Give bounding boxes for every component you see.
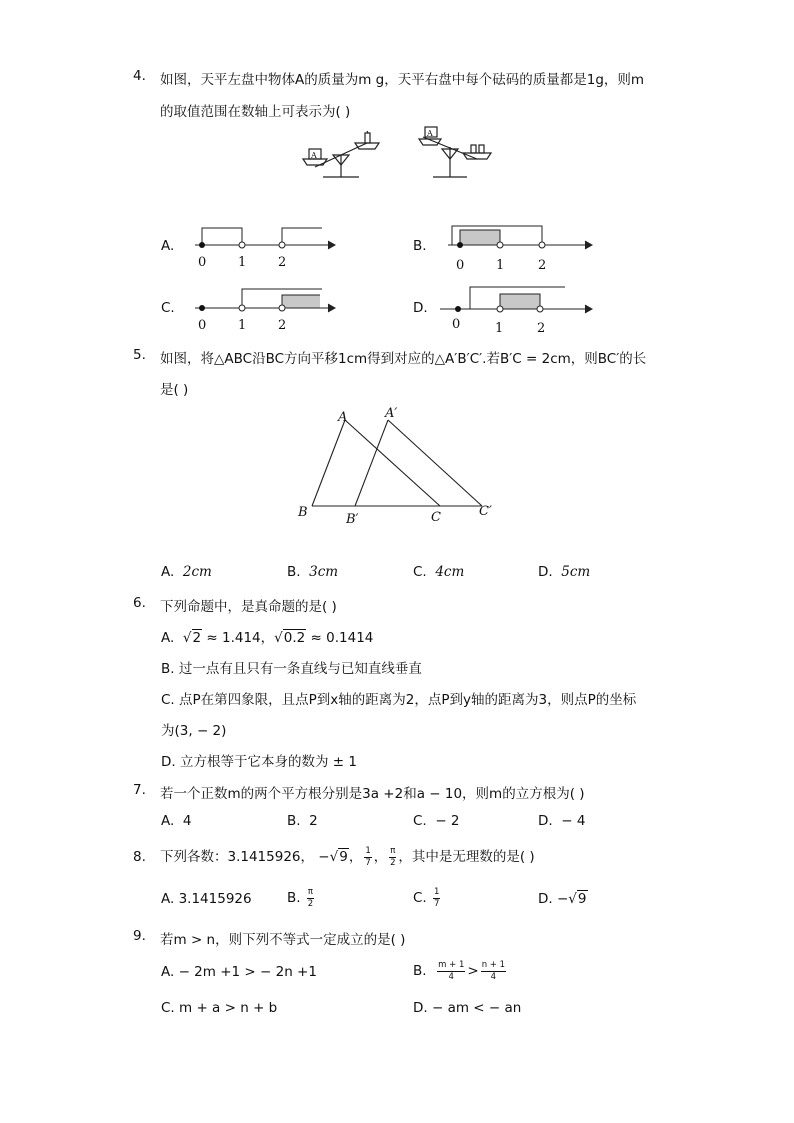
- vertex-c-prime: C′: [479, 504, 492, 519]
- q9-option-c[interactable]: C. m + a > n + b: [161, 1000, 278, 1016]
- vertex-a: A: [338, 410, 348, 425]
- option-label: B.: [287, 890, 301, 906]
- tick-0: 0: [452, 317, 461, 332]
- q5-option-b[interactable]: [287, 564, 338, 580]
- tick-1: 1: [495, 321, 504, 336]
- tick-0: 0: [456, 258, 465, 272]
- option-value: 2cm: [182, 564, 212, 580]
- q4-option-b-numberline[interactable]: [440, 222, 600, 272]
- q4-option-d-label[interactable]: D.: [413, 300, 428, 316]
- option-label: A.: [161, 813, 175, 829]
- q9-stem: 若m > n，则下列不等式一定成立的是( ): [160, 932, 406, 948]
- q4-option-d-numberline[interactable]: [440, 282, 600, 336]
- stem-text: 下列各数：3.1415926， −: [160, 849, 330, 865]
- q9-option-b[interactable]: [413, 959, 508, 983]
- fraction-m-plus-1-over-4: $\frac{m + 1}{4}$: [438, 960, 465, 982]
- tick-2: 2: [538, 258, 547, 272]
- scale-left-a-label: A: [311, 151, 317, 160]
- option-label: B.: [287, 564, 301, 580]
- option-value: 3cm: [309, 564, 339, 580]
- scale-right-a-label: A: [427, 129, 433, 138]
- option-value: 5cm: [561, 564, 591, 580]
- q6-option-a[interactable]: [161, 626, 373, 646]
- q4-option-b-label[interactable]: B.: [413, 238, 427, 254]
- option-value: − 2: [435, 813, 460, 829]
- option-label: A.: [161, 630, 175, 646]
- stem-text-end: ，其中是无理数的是( ): [398, 849, 535, 865]
- q9-option-a[interactable]: A. − 2m +1 > − 2n +1: [161, 964, 317, 980]
- option-label: D.: [538, 813, 553, 829]
- tick-1: 1: [496, 258, 505, 272]
- q9-number: 9.: [133, 928, 146, 944]
- q8-stem: 下列各数：3.1415926， −√9， $\frac{1}{7}$ ， $\frac{\pi}{2}$ ，其中是无理数的是( ): [160, 846, 535, 868]
- option-label: B.: [287, 813, 301, 829]
- option-value: − 4: [561, 813, 586, 829]
- q6-number: 6.: [133, 595, 146, 611]
- option-label: C.: [413, 890, 427, 906]
- q8-number: 8.: [133, 849, 146, 865]
- tick-2: 2: [537, 321, 546, 336]
- option-label: D. −: [538, 891, 569, 907]
- approx-1: ≈ 1.414，: [206, 630, 275, 646]
- approx-2: ≈ 0.1414: [310, 630, 374, 646]
- tick-2: 2: [278, 255, 287, 270]
- q8-option-b[interactable]: [287, 886, 316, 910]
- option-value: 4: [182, 813, 192, 829]
- q5-number: 5.: [133, 347, 146, 363]
- tick-1: 1: [238, 255, 247, 270]
- balance-scales-figure: [295, 125, 505, 183]
- option-label: D.: [538, 564, 553, 580]
- q7-stem: 若一个正数m的两个平方根分别是3a +2和a − 10，则m的立方根为( ): [160, 786, 585, 802]
- q4-option-a-numberline[interactable]: [190, 222, 340, 272]
- sqrt-0-2: √0.2: [274, 630, 306, 646]
- q6-stem: 下列命题中，是真命题的是( ): [160, 599, 337, 615]
- option-label: C.: [413, 564, 427, 580]
- q7-number: 7.: [133, 782, 146, 798]
- option-value: 2: [309, 813, 318, 829]
- q8-option-d[interactable]: [538, 891, 588, 907]
- tick-1: 1: [238, 318, 247, 333]
- vertex-b: B: [298, 505, 308, 520]
- q7-option-a[interactable]: [161, 813, 191, 829]
- q5-option-d[interactable]: [538, 564, 590, 580]
- q9-option-d[interactable]: D. − am < − an: [413, 1000, 522, 1016]
- tick-2: 2: [278, 318, 287, 333]
- fraction-pi-half: $\frac{\pi}{2}$: [307, 887, 314, 909]
- q7-option-b[interactable]: [287, 813, 318, 829]
- q4-number: 4.: [133, 68, 146, 84]
- q6-option-b[interactable]: B. 过一点有且只有一条直线与已知直线垂直: [161, 661, 422, 677]
- q4-option-c-numberline[interactable]: [190, 285, 340, 335]
- tick-0: 0: [198, 255, 207, 270]
- q6-option-c-line2: 为(3, − 2): [161, 723, 227, 739]
- option-label: A.: [161, 564, 175, 580]
- q4-option-c-label[interactable]: C.: [161, 300, 175, 316]
- sqrt-2: √2: [182, 630, 202, 646]
- option-label: B.: [413, 963, 427, 979]
- tick-0: 0: [198, 318, 207, 333]
- relation: >: [467, 963, 479, 979]
- q4-stem-line2: 的取值范围在数轴上可表示为( ): [160, 104, 351, 120]
- q7-option-c[interactable]: [413, 813, 460, 829]
- q5-option-c[interactable]: [413, 564, 464, 580]
- fraction-pi-half: $\frac{\pi}{2}$: [390, 846, 396, 868]
- q6-option-c-line1[interactable]: C. 点P在第四象限，且点P到x轴的距离为2，点P到y轴的距离为3，则点P的坐标: [161, 692, 637, 708]
- q5-stem-line2: 是( ): [160, 382, 189, 398]
- fraction-one-seventh: $\frac{1}{7}$: [365, 846, 371, 868]
- option-label: C.: [413, 813, 427, 829]
- option-value: 4cm: [435, 564, 465, 580]
- vertex-c: C: [431, 510, 441, 525]
- q6-option-d[interactable]: D. 立方根等于它本身的数为 ± 1: [161, 754, 357, 770]
- q4-stem-line1: 如图，天平左盘中物体A的质量为m g，天平右盘中每个砝码的质量都是1g，则m: [160, 72, 645, 88]
- q5-triangle-figure: [290, 398, 510, 533]
- sqrt-9: √9: [329, 849, 348, 865]
- q4-option-a-label[interactable]: A.: [161, 238, 175, 254]
- sqrt-9: √9: [568, 891, 587, 907]
- q8-option-c[interactable]: [413, 886, 442, 910]
- q7-option-d[interactable]: [538, 813, 585, 829]
- q8-option-a[interactable]: A. 3.1415926: [161, 891, 252, 907]
- q5-option-a[interactable]: [161, 564, 212, 580]
- fraction-one-seventh: $\frac{1}{7}$: [434, 887, 440, 909]
- q5-stem-line1: 如图，将△ABC沿BC方向平移1cm得到对应的△A′B′C′.若B′C = 2cm，则BC′的长: [160, 351, 647, 367]
- vertex-b-prime: B′: [346, 512, 359, 527]
- fraction-n-plus-1-over-4: $\frac{n + 1}{4}$: [481, 960, 506, 982]
- vertex-a-prime: A′: [385, 406, 398, 421]
